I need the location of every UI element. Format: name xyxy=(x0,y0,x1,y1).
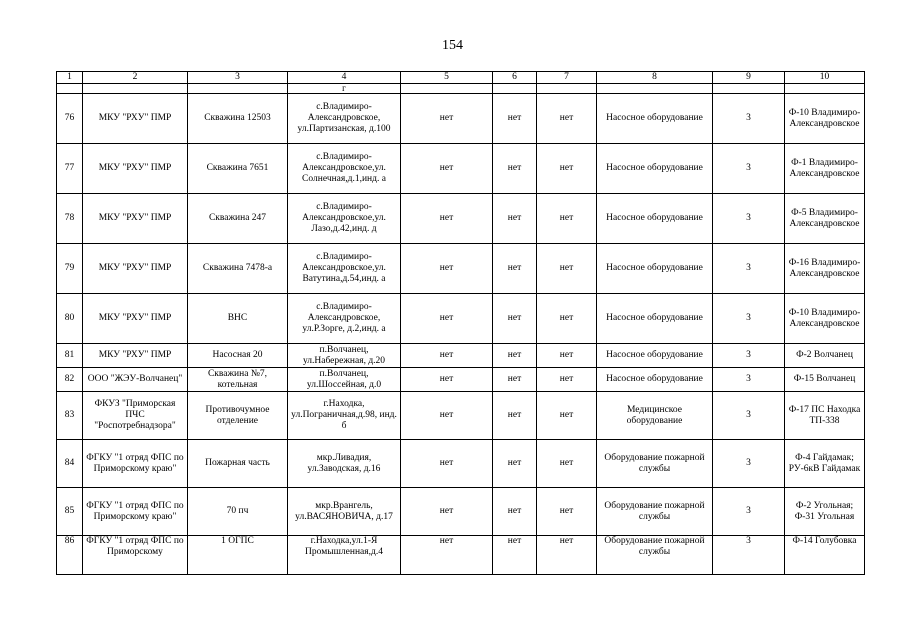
address-cell: с.Владимиро-Александровское,ул. Лазо,д.42,инд. д xyxy=(288,194,401,244)
address-cell: п.Волчанец, ул.Набережная, д.20 xyxy=(288,344,401,368)
row-number: 79 xyxy=(57,244,83,294)
equipment-cell: Насосное оборудование xyxy=(597,244,713,294)
row-number: 86 xyxy=(57,536,83,575)
column6-cell: нет xyxy=(493,488,537,536)
organization-cell: МКУ "РХУ" ПМР xyxy=(83,244,188,294)
column-number: 4 xyxy=(288,72,401,84)
table-row xyxy=(57,536,865,575)
address-cell: г.Находка, ул.Пограничная,д.98, инд. б xyxy=(288,392,401,440)
column7-cell: нет xyxy=(537,244,597,294)
column5-cell: нет xyxy=(401,244,493,294)
row-number: 84 xyxy=(57,440,83,488)
column6-cell: нет xyxy=(493,440,537,488)
table-row xyxy=(57,194,865,244)
object-cell: 70 пч xyxy=(188,488,288,536)
column-number: 6 xyxy=(493,72,537,84)
object-cell: Пожарная часть xyxy=(188,440,288,488)
row-number: 76 xyxy=(57,94,83,144)
column-number: 10 xyxy=(785,72,865,84)
column6-cell: нет xyxy=(493,94,537,144)
column6-cell: нет xyxy=(493,536,537,575)
equipment-cell: Медицинское оборудование xyxy=(597,392,713,440)
column-number-row xyxy=(57,72,865,84)
column6-cell: нет xyxy=(493,244,537,294)
address-cell: г.Находка,ул.1-Я Промышленная,д.4 xyxy=(288,536,401,575)
address-cell: с.Владимиро-Александровское,ул. Солнечная,д.1,инд. а xyxy=(288,144,401,194)
feeder-cell: Ф-10 Владимиро-Александровское xyxy=(785,94,865,144)
row-number: 82 xyxy=(57,368,83,392)
feeder-cell: Ф-2 Угольная; Ф-31 Угольная xyxy=(785,488,865,536)
table-row xyxy=(57,244,865,294)
column7-cell: нет xyxy=(537,536,597,575)
table-row xyxy=(57,440,865,488)
address-cell: с.Владимиро-Александровское,ул. Ватутина,д.54,инд. а xyxy=(288,244,401,294)
equipment-cell: Насосное оборудование xyxy=(597,368,713,392)
column5-cell: нет xyxy=(401,144,493,194)
row-number: 78 xyxy=(57,194,83,244)
organization-cell: МКУ "РХУ" ПМР xyxy=(83,144,188,194)
column6-cell: нет xyxy=(493,294,537,344)
address-cell: мкр.Ливадия, ул.Заводская, д.16 xyxy=(288,440,401,488)
column-number: 8 xyxy=(597,72,713,84)
column7-cell: нет xyxy=(537,440,597,488)
column7-cell: нет xyxy=(537,488,597,536)
table-row xyxy=(57,144,865,194)
column-number: 1 xyxy=(57,72,83,84)
column5-cell: нет xyxy=(401,294,493,344)
object-cell: ВНС xyxy=(188,294,288,344)
feeder-cell: Ф-16 Владимиро-Александровское xyxy=(785,244,865,294)
row-number: 80 xyxy=(57,294,83,344)
column5-cell: нет xyxy=(401,536,493,575)
column-number: 2 xyxy=(83,72,188,84)
column5-cell: нет xyxy=(401,94,493,144)
category-cell: 3 xyxy=(713,194,785,244)
table-row xyxy=(57,344,865,368)
feeder-cell: Ф-1 Владимиро-Александровское xyxy=(785,144,865,194)
category-cell: 3 xyxy=(713,488,785,536)
category-cell: 3 xyxy=(713,94,785,144)
column7-cell: нет xyxy=(537,194,597,244)
equipment-cell: Оборудование пожарной службы xyxy=(597,440,713,488)
organization-cell: МКУ "РХУ" ПМР xyxy=(83,194,188,244)
row-number: 85 xyxy=(57,488,83,536)
column6-cell: нет xyxy=(493,344,537,368)
organization-cell: ФГКУ "1 отряд ФПС по Приморскому xyxy=(83,536,188,575)
column6-cell: нет xyxy=(493,194,537,244)
category-cell: 3 xyxy=(713,368,785,392)
carryover-row xyxy=(57,84,865,94)
feeder-cell: Ф-2 Волчанец xyxy=(785,344,865,368)
address-cell: мкр.Врангель, ул.ВАСЯНОВИЧА, д.17 xyxy=(288,488,401,536)
column5-cell: нет xyxy=(401,488,493,536)
equipment-cell: Оборудование пожарной службы xyxy=(597,488,713,536)
table-row xyxy=(57,368,865,392)
objects-table xyxy=(56,71,865,575)
equipment-cell: Оборудование пожарной службы xyxy=(597,536,713,575)
column-number: 9 xyxy=(713,72,785,84)
column5-cell: нет xyxy=(401,344,493,368)
column5-cell: нет xyxy=(401,194,493,244)
column7-cell: нет xyxy=(537,294,597,344)
equipment-cell: Насосное оборудование xyxy=(597,94,713,144)
table-row xyxy=(57,294,865,344)
organization-cell: ФКУЗ "Приморская ПЧС "Роспотребнадзора" xyxy=(83,392,188,440)
object-cell: Скважина 7651 xyxy=(188,144,288,194)
column5-cell: нет xyxy=(401,440,493,488)
category-cell: 3 xyxy=(713,392,785,440)
column7-cell: нет xyxy=(537,94,597,144)
address-cell: с.Владимиро-Александровское, ул.Р.Зорге, д.2,инд. а xyxy=(288,294,401,344)
table-row xyxy=(57,392,865,440)
column6-cell: нет xyxy=(493,392,537,440)
column5-cell: нет xyxy=(401,392,493,440)
column7-cell: нет xyxy=(537,344,597,368)
column-number: 7 xyxy=(537,72,597,84)
category-cell: 3 xyxy=(713,344,785,368)
organization-cell: ФГКУ "1 отряд ФПС по Приморскому краю" xyxy=(83,440,188,488)
category-cell: 3 xyxy=(713,244,785,294)
address-cell: с.Владимиро-Александровское, ул.Партизанская, д.100 xyxy=(288,94,401,144)
column6-cell: нет xyxy=(493,144,537,194)
object-cell: Скважина №7, котельная xyxy=(188,368,288,392)
equipment-cell: Насосное оборудование xyxy=(597,294,713,344)
object-cell: Скважина 7478-а xyxy=(188,244,288,294)
feeder-cell: Ф-14 Голубовка xyxy=(785,536,865,575)
object-cell: Скважина 12503 xyxy=(188,94,288,144)
category-cell: 3 xyxy=(713,440,785,488)
address-cell: п.Волчанец, ул.Шоссейная, д.0 xyxy=(288,368,401,392)
column5-cell: нет xyxy=(401,368,493,392)
object-cell: Скважина 247 xyxy=(188,194,288,244)
column7-cell: нет xyxy=(537,368,597,392)
table-row xyxy=(57,94,865,144)
feeder-cell: Ф-4 Гайдамак; РУ-6кВ Гайдамак xyxy=(785,440,865,488)
feeder-cell: Ф-15 Волчанец xyxy=(785,368,865,392)
column7-cell: нет xyxy=(537,144,597,194)
organization-cell: ФГКУ "1 отряд ФПС по Приморскому краю" xyxy=(83,488,188,536)
row-number: 83 xyxy=(57,392,83,440)
row-number: 77 xyxy=(57,144,83,194)
feeder-cell: Ф-10 Владимиро-Александровское xyxy=(785,294,865,344)
carryover-fragment: г xyxy=(288,84,401,94)
feeder-cell: Ф-17 ПС Находка ТП-338 xyxy=(785,392,865,440)
category-cell: 3 xyxy=(713,294,785,344)
row-number: 81 xyxy=(57,344,83,368)
column-number: 5 xyxy=(401,72,493,84)
column6-cell: нет xyxy=(493,368,537,392)
category-cell: 3 xyxy=(713,144,785,194)
column-number: 3 xyxy=(188,72,288,84)
organization-cell: МКУ "РХУ" ПМР xyxy=(83,344,188,368)
feeder-cell: Ф-5 Владимиро-Александровское xyxy=(785,194,865,244)
organization-cell: ООО "ЖЭУ-Волчанец" xyxy=(83,368,188,392)
category-cell: 3 xyxy=(713,536,785,575)
object-cell: 1 ОГПС xyxy=(188,536,288,575)
equipment-cell: Насосное оборудование xyxy=(597,194,713,244)
organization-cell: МКУ "РХУ" ПМР xyxy=(83,294,188,344)
page-number: 154 xyxy=(442,38,463,53)
object-cell: Противочумное отделение xyxy=(188,392,288,440)
object-cell: Насосная 20 xyxy=(188,344,288,368)
equipment-cell: Насосное оборудование xyxy=(597,344,713,368)
column7-cell: нет xyxy=(537,392,597,440)
table-row xyxy=(57,488,865,536)
equipment-cell: Насосное оборудование xyxy=(597,144,713,194)
organization-cell: МКУ "РХУ" ПМР xyxy=(83,94,188,144)
